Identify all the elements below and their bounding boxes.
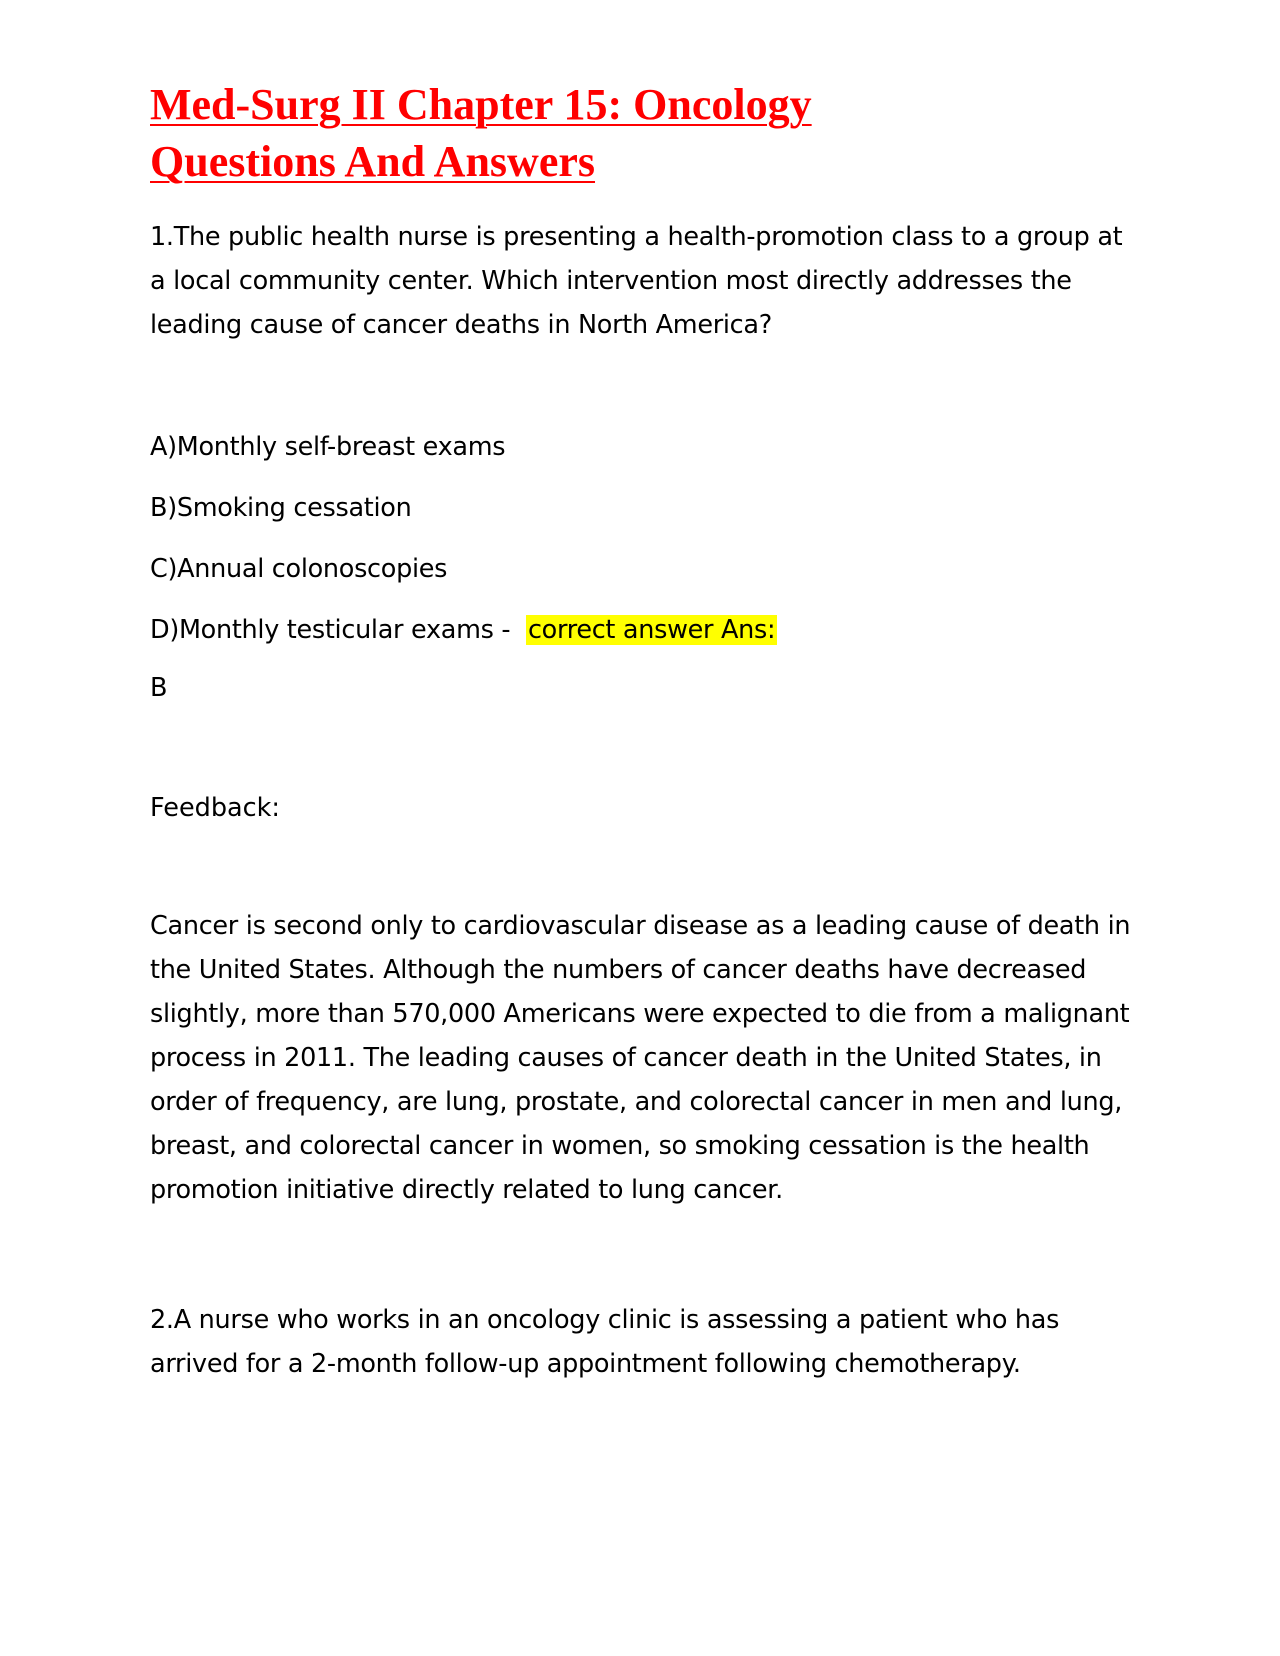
option-b: B)Smoking cessation: [150, 493, 412, 523]
feedback-text: Cancer is second only to cardiovascular disease as a leading cause of death in the United States. Although the numbers of cancer deaths have decreased slightly, more than 570,000 Americans were expected to die from a malignant process in 2011. The leading causes of cancer death in the United States, in order of frequency, are lung, prostate, and colorectal cancer in men and lung, breast, and colorectal cancer in women, so smoking cessation is the health promotion initiative directly related to lung cancer.: [150, 911, 1131, 1205]
question-1-text: 1.The public health nurse is presenting a health-promotion class to a group at a local community center. Which intervention most directly addresses the leading cause of cancer deaths in North America?: [150, 222, 1123, 340]
document-title: [150, 76, 1140, 190]
title-line-1: Med-Surg II Chapter 15: Oncology: [150, 80, 812, 129]
document-body: [150, 76, 1140, 1386]
answer-letter: B: [150, 673, 168, 703]
option-d-label: D)Monthly testicular exams -: [150, 615, 526, 645]
correct-answer-highlight: correct answer Ans:: [527, 615, 776, 645]
question-2-text: 2.A nurse who works in an oncology clinic is assessing a patient who has arrived for a 2-month follow-up appointment following chemotherapy.: [150, 1305, 1060, 1379]
option-a: A)Monthly self-breast exams: [150, 432, 506, 462]
feedback-label: Feedback:: [150, 793, 281, 823]
option-d: [150, 612, 1140, 648]
option-c: C)Annual colonoscopies: [150, 554, 448, 584]
title-line-2: Questions And Answers: [150, 137, 596, 186]
